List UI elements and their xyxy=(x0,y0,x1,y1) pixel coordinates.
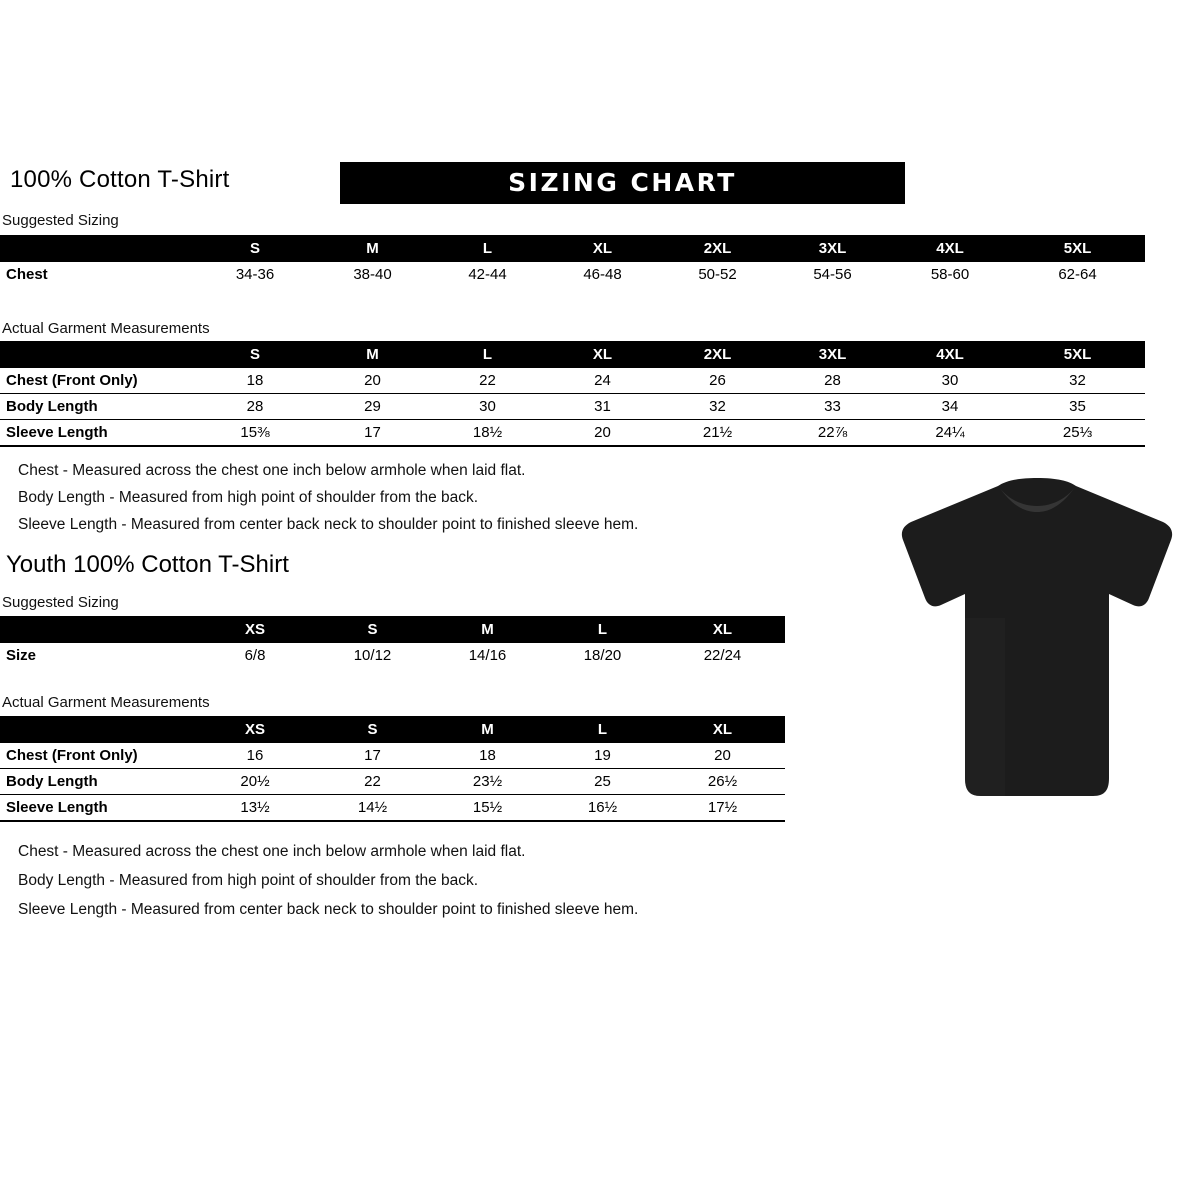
table-cell: 15⅜ xyxy=(195,420,315,447)
table-row xyxy=(0,368,1145,394)
youth-suggested-sizing-label: Suggested Sizing xyxy=(2,594,119,611)
table-cell: 26 xyxy=(660,368,775,394)
table-row xyxy=(0,795,785,822)
adult-title: 100% Cotton T-Shirt xyxy=(10,166,230,193)
table-cell: 34 xyxy=(890,394,1010,420)
table-cell: 26½ xyxy=(660,769,785,795)
column-header-l: L xyxy=(545,716,660,743)
table-cell: 31 xyxy=(545,394,660,420)
column-header-m: M xyxy=(315,235,430,262)
adult-actual-measurements-table xyxy=(0,341,1145,447)
column-header-m: M xyxy=(430,616,545,643)
youth-note-body-length: Body Length - Measured from high point of shoulder from the back. xyxy=(18,872,479,889)
table-cell: 16 xyxy=(195,743,315,769)
table-cell: 17 xyxy=(315,420,430,447)
column-header-blank xyxy=(0,716,195,743)
table-cell: 18 xyxy=(195,368,315,394)
table-row xyxy=(0,420,1145,447)
table-cell: 35 xyxy=(1010,394,1145,420)
column-header-s: S xyxy=(195,235,315,262)
row-label: Size xyxy=(6,647,37,664)
table-cell: 30 xyxy=(430,394,545,420)
table-cell: 25⅓ xyxy=(1010,420,1145,447)
table-cell: 32 xyxy=(660,394,775,420)
column-header-4xl: 4XL xyxy=(890,235,1010,262)
column-header-m: M xyxy=(430,716,545,743)
youth-note-sleeve-length: Sleeve Length - Measured from center back neck to shoulder point to finished sleeve hem. xyxy=(18,901,639,918)
table-cell: 21½ xyxy=(660,420,775,447)
column-header-l: L xyxy=(430,341,545,368)
column-header-3xl: 3XL xyxy=(775,341,890,368)
table-cell: 14½ xyxy=(315,795,430,822)
table-cell: 18½ xyxy=(430,420,545,447)
column-header-blank xyxy=(0,235,195,262)
column-header-xl: XL xyxy=(660,616,785,643)
table-cell: 6/8 xyxy=(244,647,266,664)
adult-suggested-sizing-table xyxy=(0,235,1145,287)
column-header-3xl: 3XL xyxy=(775,235,890,262)
column-header-blank xyxy=(0,616,195,643)
row-label: Chest (Front Only) xyxy=(0,368,195,394)
table-cell: 25 xyxy=(545,769,660,795)
table-cell: 28 xyxy=(775,368,890,394)
column-header-xl: XL xyxy=(545,341,660,368)
table-cell: 18/20 xyxy=(583,647,622,664)
table-cell: 18 xyxy=(430,743,545,769)
table-header-row xyxy=(0,235,1145,262)
table-cell: 10/12 xyxy=(353,647,392,664)
table-cell: 20 xyxy=(315,368,430,394)
adult-note-body-length: Body Length - Measured from high point of shoulder from the back. xyxy=(18,489,479,506)
table-cell: 28 xyxy=(195,394,315,420)
row-label: Body Length xyxy=(0,394,195,420)
column-header-xs: XS xyxy=(195,716,315,743)
table-cell: 29 xyxy=(315,394,430,420)
table-header-row xyxy=(0,716,785,743)
column-header-s: S xyxy=(315,716,430,743)
youth-note-chest: Chest - Measured across the chest one inch below armhole when laid flat. xyxy=(18,843,526,860)
table-cell: 46-48 xyxy=(583,266,622,283)
adult-note-sleeve-length: Sleeve Length - Measured from center back neck to shoulder point to finished sleeve hem. xyxy=(18,516,639,533)
column-header-xs: XS xyxy=(195,616,315,643)
table-cell: 22 xyxy=(430,368,545,394)
row-label: Sleeve Length xyxy=(0,420,195,447)
table-cell: 24 xyxy=(545,368,660,394)
table-row xyxy=(0,643,785,668)
table-row xyxy=(0,769,785,795)
table-cell: 62-64 xyxy=(1058,266,1097,283)
table-cell: 13½ xyxy=(195,795,315,822)
column-header-l: L xyxy=(430,235,545,262)
table-cell: 19 xyxy=(545,743,660,769)
row-label: Sleeve Length xyxy=(0,795,195,822)
table-cell: 20½ xyxy=(195,769,315,795)
adult-actual-measurements-label: Actual Garment Measurements xyxy=(2,320,210,337)
column-header-xl: XL xyxy=(660,716,785,743)
column-header-2xl: 2XL xyxy=(660,341,775,368)
row-label: Chest xyxy=(6,266,48,283)
table-cell: 14/16 xyxy=(468,647,507,664)
youth-suggested-sizing-table xyxy=(0,616,785,668)
row-label: Body Length xyxy=(0,769,195,795)
table-cell: 58-60 xyxy=(930,266,970,283)
column-header-blank xyxy=(0,341,195,368)
table-cell: 20 xyxy=(545,420,660,447)
column-header-s: S xyxy=(195,341,315,368)
row-label: Chest (Front Only) xyxy=(0,743,195,769)
table-cell: 17 xyxy=(315,743,430,769)
table-cell: 54-56 xyxy=(813,266,852,283)
table-cell: 15½ xyxy=(430,795,545,822)
youth-actual-measurements-table xyxy=(0,716,785,822)
table-cell: 33 xyxy=(775,394,890,420)
table-cell: 50-52 xyxy=(698,266,737,283)
youth-actual-measurements-label: Actual Garment Measurements xyxy=(2,694,210,711)
table-cell: 30 xyxy=(890,368,1010,394)
youth-title: Youth 100% Cotton T-Shirt xyxy=(6,551,289,578)
column-header-s: S xyxy=(315,616,430,643)
table-header-row xyxy=(0,341,1145,368)
table-cell: 20 xyxy=(660,743,785,769)
table-cell: 22⅞ xyxy=(775,420,890,447)
tshirt-icon xyxy=(895,478,1180,808)
table-cell: 22 xyxy=(315,769,430,795)
table-cell: 24¼ xyxy=(890,420,1010,447)
adult-suggested-sizing-label: Suggested Sizing xyxy=(2,212,119,229)
column-header-4xl: 4XL xyxy=(890,341,1010,368)
tshirt-image xyxy=(895,478,1180,808)
column-header-l: L xyxy=(545,616,660,643)
table-header-row xyxy=(0,616,785,643)
table-cell: 38-40 xyxy=(353,266,392,283)
column-header-xl: XL xyxy=(545,235,660,262)
sizing-chart-banner xyxy=(340,162,905,204)
table-row xyxy=(0,743,785,769)
column-header-5xl: 5XL xyxy=(1010,235,1145,262)
table-cell: 17½ xyxy=(660,795,785,822)
table-cell: 23½ xyxy=(430,769,545,795)
table-cell: 42-44 xyxy=(468,266,507,283)
table-cell: 22/24 xyxy=(703,647,742,664)
column-header-5xl: 5XL xyxy=(1010,341,1145,368)
adult-note-chest: Chest - Measured across the chest one inch below armhole when laid flat. xyxy=(18,462,526,479)
table-row xyxy=(0,262,1145,287)
table-cell: 32 xyxy=(1010,368,1145,394)
column-header-m: M xyxy=(315,341,430,368)
table-row xyxy=(0,394,1145,420)
table-cell: 16½ xyxy=(545,795,660,822)
sizing-chart-banner-text: SIZING CHART xyxy=(508,168,737,197)
table-cell: 34-36 xyxy=(235,266,275,283)
column-header-2xl: 2XL xyxy=(660,235,775,262)
